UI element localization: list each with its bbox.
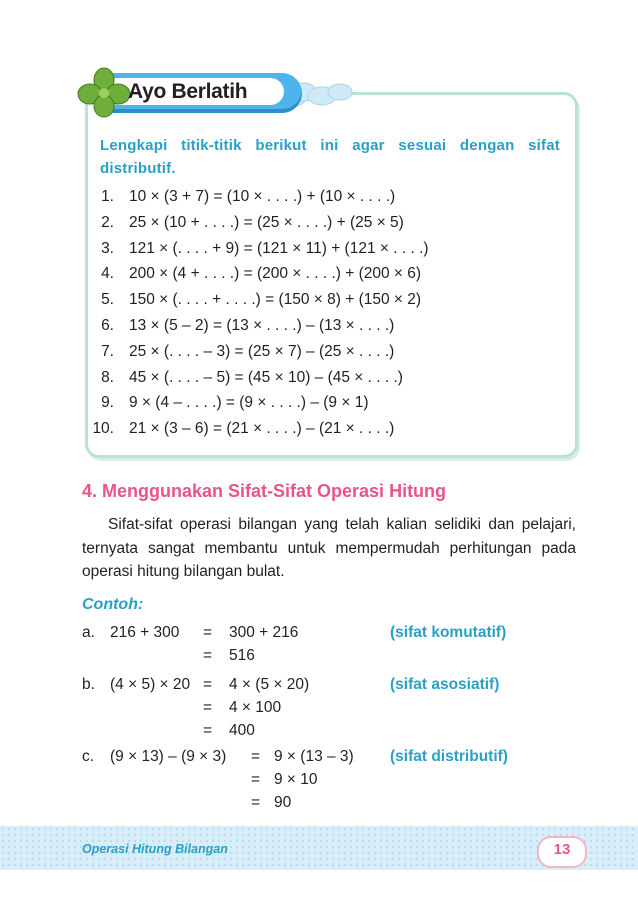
example-a-expression: 216 + 300 bbox=[110, 624, 180, 641]
example-b-step: 4 × (5 × 20) bbox=[229, 676, 310, 693]
example-b-step: 4 × 100 bbox=[229, 699, 282, 716]
item-number: 3. bbox=[101, 240, 114, 257]
example-label: Contoh: bbox=[82, 596, 144, 613]
example-b-expression: (4 × 5) × 20 bbox=[110, 676, 191, 693]
example-a-label: a. bbox=[82, 624, 95, 641]
equals-sign: = bbox=[251, 771, 261, 788]
exercise-item: 150 × (. . . . + . . . .) = (150 × 8) + (150 × 2) bbox=[129, 291, 422, 308]
example-c-expression: (9 × 13) – (9 × 3) bbox=[110, 748, 227, 765]
exercise-item: 9 × (4 – . . . .) = (9 × . . . .) – (9 × 1) bbox=[129, 394, 369, 411]
example-b-result: 400 bbox=[229, 722, 255, 739]
example-b-property: (sifat asosiatif) bbox=[390, 676, 500, 693]
exercise-item: 25 × (. . . . – 3) = (25 × 7) – (25 × . . . .) bbox=[129, 343, 395, 360]
item-number: 5. bbox=[101, 291, 114, 308]
exercise-item: 200 × (4 + . . . .) = (200 × . . . .) + (200 × 6) bbox=[129, 265, 422, 282]
item-number: 6. bbox=[101, 317, 114, 334]
exercise-item: 13 × (5 – 2) = (13 × . . . .) – (13 × . . . .) bbox=[129, 317, 395, 334]
example-a-step: 300 + 216 bbox=[229, 624, 299, 641]
exercise-item: 10 × (3 + 7) = (10 × . . . .) + (10 × . . . .) bbox=[129, 188, 396, 205]
example-c-step: 9 × (13 – 3) bbox=[274, 748, 354, 765]
exercise-item: 21 × (3 – 6) = (21 × . . . .) – (21 × . . . .) bbox=[129, 420, 395, 437]
example-c-step: 9 × 10 bbox=[274, 771, 318, 788]
clover-icon bbox=[76, 66, 132, 120]
equals-sign: = bbox=[203, 722, 213, 739]
paragraph-text: Sifat-sifat operasi bilangan yang telah kalian selidiki dan pelajari, ternyata sangat membantu untuk mempermudah perhitungan pada operasi hitung bilangan bulat. bbox=[82, 516, 576, 580]
exercise-title: Ayo Berlatih bbox=[128, 80, 248, 103]
example-c-result: 90 bbox=[274, 794, 292, 811]
item-number: 2. bbox=[101, 214, 114, 231]
example-c-label: c. bbox=[82, 748, 95, 765]
exercise-item: 25 × (10 + . . . .) = (25 × . . . .) + (25 × 5) bbox=[129, 214, 404, 231]
exercise-item: 45 × (. . . . – 5) = (45 × 10) – (45 × . . . .) bbox=[129, 369, 403, 386]
equals-sign: = bbox=[203, 647, 213, 664]
item-number: 1. bbox=[101, 188, 114, 205]
page-number: 13 bbox=[553, 841, 571, 858]
example-b-label: b. bbox=[82, 676, 95, 693]
example-a-property: (sifat komutatif) bbox=[390, 624, 507, 641]
equals-sign: = bbox=[251, 748, 261, 765]
exercise-instruction: Lengkapi titik-titik berikut ini agar sesuai dengan sifat distributif. bbox=[100, 137, 560, 177]
equals-sign: = bbox=[203, 624, 213, 641]
item-number: 4. bbox=[101, 265, 114, 282]
equals-sign: = bbox=[203, 699, 213, 716]
section-title: 4. Menggunakan Sifat-Sifat Operasi Hitung bbox=[82, 481, 447, 501]
equals-sign: = bbox=[251, 794, 261, 811]
footer-title: Operasi Hitung Bilangan bbox=[82, 842, 228, 856]
example-c-property: (sifat distributif) bbox=[390, 748, 508, 765]
equals-sign: = bbox=[203, 676, 213, 693]
item-number: 7. bbox=[101, 343, 114, 360]
section-paragraph bbox=[82, 513, 576, 584]
exercise-item: 121 × (. . . . + 9) = (121 × 11) + (121 × . . . .) bbox=[129, 240, 429, 257]
example-a-result: 516 bbox=[229, 647, 255, 664]
item-number: 9. bbox=[101, 394, 114, 411]
item-number: 10. bbox=[92, 420, 114, 437]
item-number: 8. bbox=[101, 369, 114, 386]
